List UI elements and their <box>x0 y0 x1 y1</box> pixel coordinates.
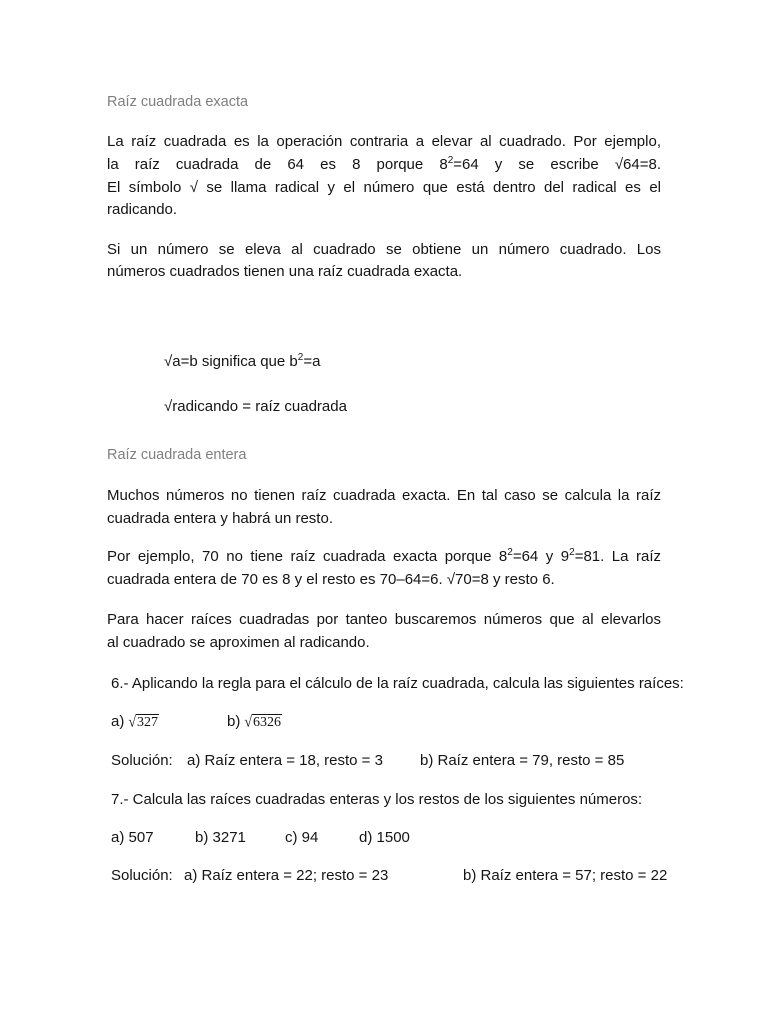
exercise-6-solution-b: b) Raíz entera = 79, resto = 85 <box>420 752 625 769</box>
exercise-7-solution-a: a) Raíz entera = 22; resto = 23 <box>184 867 389 884</box>
paragraph-line: radicando. <box>107 201 178 218</box>
text-fragment: =64 y se escribe √64=8. <box>453 156 662 173</box>
text-fragment: la raíz cuadrada de 64 es 8 porque 8 <box>107 156 448 173</box>
radical-sign-icon: √ <box>244 714 253 731</box>
section-heading-integer-root: Raíz cuadrada entera <box>107 447 247 463</box>
text-fragment: =81. La raíz <box>574 548 661 565</box>
superscript: 2 <box>507 547 513 558</box>
paragraph-line: La raíz cuadrada es la operación contraria a elevar al cuadrado. Por ejemplo, <box>107 133 661 150</box>
formula-text: √a=b significa que b <box>164 353 298 370</box>
exercise-7-item-a: a) 507 <box>111 829 154 846</box>
paragraph-line: cuadrada entera de 70 es 8 y el resto es 70–64=6. √70=8 y resto 6. <box>107 571 555 588</box>
formula-definition <box>164 351 320 374</box>
exercise-7-solution-label: Solución: <box>111 867 173 884</box>
paragraph-line-with-superscripts <box>107 546 661 569</box>
text-fragment: Por ejemplo, 70 no tiene raíz cuadrada exacta porque 8 <box>107 548 508 565</box>
paragraph-line: números cuadrados tienen una raíz cuadrada exacta. <box>107 263 463 280</box>
superscript: 2 <box>569 547 575 558</box>
exercise-6-item-a <box>111 711 159 735</box>
section-heading-exact-root: Raíz cuadrada exacta <box>107 94 249 110</box>
paragraph-line: al cuadrado se aproximen al radicando. <box>107 634 370 651</box>
formula-text: =a <box>303 353 321 370</box>
paragraph-line: Si un número se eleva al cuadrado se obtiene un número cuadrado. Los <box>107 241 661 258</box>
formula-radicand: √radicando = raíz cuadrada <box>164 398 347 415</box>
paragraph-line: El símbolo √ se llama radical y el número que está dentro del radical es el <box>107 179 661 196</box>
paragraph-line: Muchos números no tienen raíz cuadrada exacta. En tal caso se calcula la raíz <box>107 487 661 504</box>
paragraph-line: cuadrada entera y habrá un resto. <box>107 510 333 527</box>
radical-sign-icon: √ <box>128 714 137 731</box>
superscript: 2 <box>297 352 304 363</box>
exercise-6-solution-label: Solución: <box>111 752 173 769</box>
square-root-expression <box>128 712 159 735</box>
item-label: b) <box>227 713 241 730</box>
exercise-6-item-b <box>227 711 282 735</box>
exercise-6-statement: 6.- Aplicando la regla para el cálculo de la raíz cuadrada, calcula las siguientes raíces: <box>111 675 684 692</box>
exercise-7-item-c: c) 94 <box>285 829 319 846</box>
text-fragment: =64 y 9 <box>512 548 570 565</box>
exercise-7-solution-b: b) Raíz entera = 57; resto = 22 <box>463 867 668 884</box>
exercise-7-item-d: d) 1500 <box>359 829 410 846</box>
paragraph-line-with-superscript <box>107 154 661 177</box>
radicand: 327 <box>137 715 159 730</box>
radicand: 6326 <box>253 715 282 730</box>
superscript: 2 <box>447 155 454 166</box>
exercise-7-statement: 7.- Calcula las raíces cuadradas enteras y los restos de los siguientes números: <box>111 791 643 808</box>
paragraph-line: Para hacer raíces cuadradas por tanteo buscaremos números que al elevarlos <box>107 611 661 628</box>
exercise-7-item-b: b) 3271 <box>195 829 246 846</box>
item-label: a) <box>111 713 125 730</box>
exercise-6-solution-a: a) Raíz entera = 18, resto = 3 <box>187 752 383 769</box>
square-root-expression <box>244 712 282 735</box>
